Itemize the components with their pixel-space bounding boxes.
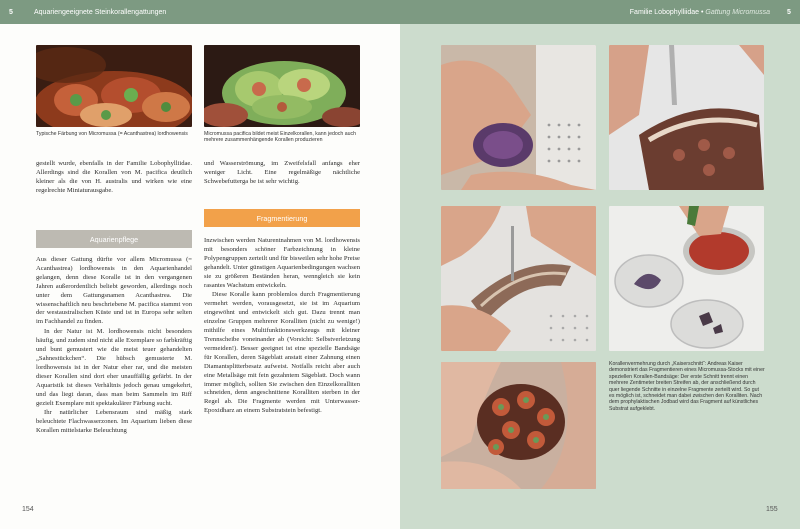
left-column-body bbox=[36, 256, 192, 437]
photo-sawing-coral bbox=[609, 45, 764, 190]
right-chapter-number: 5 bbox=[787, 8, 791, 16]
right-header-title bbox=[618, 9, 778, 16]
right-running-header bbox=[400, 0, 800, 24]
paragraph: Inzwischen werden Naturentnahmen von M. lordhowensis mit besonders schöner Farbzeichnung in kleine Polypengruppen zerteilt und für bisweilen sehr hohe Preise gehandelt. Unter günstigen Aquarienbedingungen wachsen sie zu größeren Beständen heran, wenngleich sie kein rasantes Wachstum entwickeln. bbox=[204, 237, 360, 289]
right-caption: Korallenvermehrung durch „Kaiserschnitt“: Andreas Kaiser demonstriert das Fragmentieren eines Micromussa-Stocks mit einer speziellen Korallen-Bandsäge: Der erste Schnitt trennt einen mehrere Zentimeter breiten Streifen ab, der anschließend durch quer liegende Schnitte in einzelne Fragmente zerteilt wird. So gut es möglich ist, schneidet man dabei zwischen den Koralliten. Nach dem prophylaktischen Jodbad wird das Fragment auf künstliches Substrat aufgeklebt. bbox=[609, 361, 765, 412]
left-page-number: 154 bbox=[22, 506, 34, 513]
right-column-intro bbox=[204, 160, 360, 188]
photo-micromussa-pacifica bbox=[204, 45, 360, 127]
header-genus: Gattung Micromussa bbox=[705, 8, 770, 16]
photo-holding-coral-at-saw bbox=[441, 45, 596, 190]
photo-fragment-in-hand bbox=[441, 362, 596, 489]
right-page-number: 155 bbox=[766, 506, 778, 513]
right-column-body bbox=[204, 237, 360, 417]
photo-iodine-bath bbox=[609, 206, 764, 351]
paragraph: Diese Koralle kann problemlos durch Fragmentierung vermehrt werden, vorausgesetzt, sie ist im Aquarium eingewöhnt und entwickelt sich gut. Dazu trennt man einzelne Gruppen mehrerer Koralliten (nicht zu wenige!) mithilfe eines Multifunktionswerkzeugs mit kleiner Trennscheibe voneinander ab (Vorsicht: Selbstverletzung vermeiden!). Besser geeignet ist eine spezielle Bandsäge für Korallen, deren Sägeblatt anstatt einer Zahnung einen Diamantsplitterbesatz aufweist. Notfalls reicht aber auch eine Metallsäge mit fein gezahntem Sägeblatt. Doch wann immer möglich, sollten Sie zwischen den Einzelkoralliten schneiden, denn angeschnittene Koralliten sterben in der Regel ab. Die Fragmente werden mit Unterwasser-Epoxidharz an einem Substratstein befestigt. bbox=[204, 291, 360, 415]
photo-cutting-strip bbox=[441, 206, 596, 351]
header-family: Familie Lobophylliidae bbox=[629, 8, 700, 16]
left-column-intro bbox=[36, 160, 192, 197]
section-heading-fragmentierung: Fragmentierung bbox=[204, 209, 360, 227]
left-header-title: Aquariengeeignete Steinkorallengattungen bbox=[34, 8, 167, 16]
paragraph: und Wasserströmung, im Zweifelsfall anfangs eher weniger Licht. Eine regelmäßige nächtliche Schwebefutterga be ist sehr wichtig. bbox=[204, 160, 360, 185]
photo-micromussa-lordhowensis bbox=[36, 45, 192, 127]
paragraph: In der Natur ist M. lordhowensis nicht besonders häufig, und zudem sind nicht alle Exemplare so farbkräftig und bunt gemustert wie die meist teuer gehandelten „Sahnestückchen“. Die hübsch gemusterte M. lordhowensis ist in der Natur eher rar, und die meisten dieser Korallen sind dort eher unauffällig gefärbt. In der Aquaristik ist dieses Verhältnis jedoch genau umgekehrt, und das liegt daran, dass man beim Sammeln im Riff gezielt Exemplare mit spektakulärer Färbung sucht. bbox=[36, 328, 192, 407]
paragraph: Ihr natürlicher Lebensraum sind mäßig stark beleuchtete Flachwasserzonen. Im Aquarium lieben diese Korallen mittelstarke Beleuchtung bbox=[36, 409, 192, 435]
section-heading-aquarienpflege: Aquarienpflege bbox=[36, 230, 192, 248]
header-separator: • bbox=[701, 8, 704, 16]
caption-photo-2: Micromussa pacifica bildet meist Einzelkorallen, kann jedoch auch mehrere zusammenhängende Korallen produzieren bbox=[204, 131, 356, 144]
caption-photo-1: Typische Färbung von Micromussa (= Acanthastrea) lordhowensis bbox=[36, 131, 188, 137]
left-running-header bbox=[0, 0, 400, 24]
left-chapter-number: 5 bbox=[9, 8, 13, 16]
paragraph: Aus dieser Gattung dürfte vor allem Micromussa (= Acanthastrea) lordhowensis in den Aquarienhandel gelangen, denn diese Koralle ist in den vergangenen Jahren außerordentlich beliebt geworden, allerdings noch unter dem Gattungsnamen Acanthastrea. Die wissenschaftlich neu beschriebene M. pacifica stammt von der westaustralischen Küste und ist in Europa sehr selten im Fachhandel zu finden. bbox=[36, 256, 192, 326]
paragraph: gestellt wurde, ebenfalls in der Familie Lobophylliidae. Allerdings sind die Korallen von M. pacifica deutlich kleiner als die von H. australis und wirken wie eine regelrechte Miniaturausgabe. bbox=[36, 160, 192, 194]
